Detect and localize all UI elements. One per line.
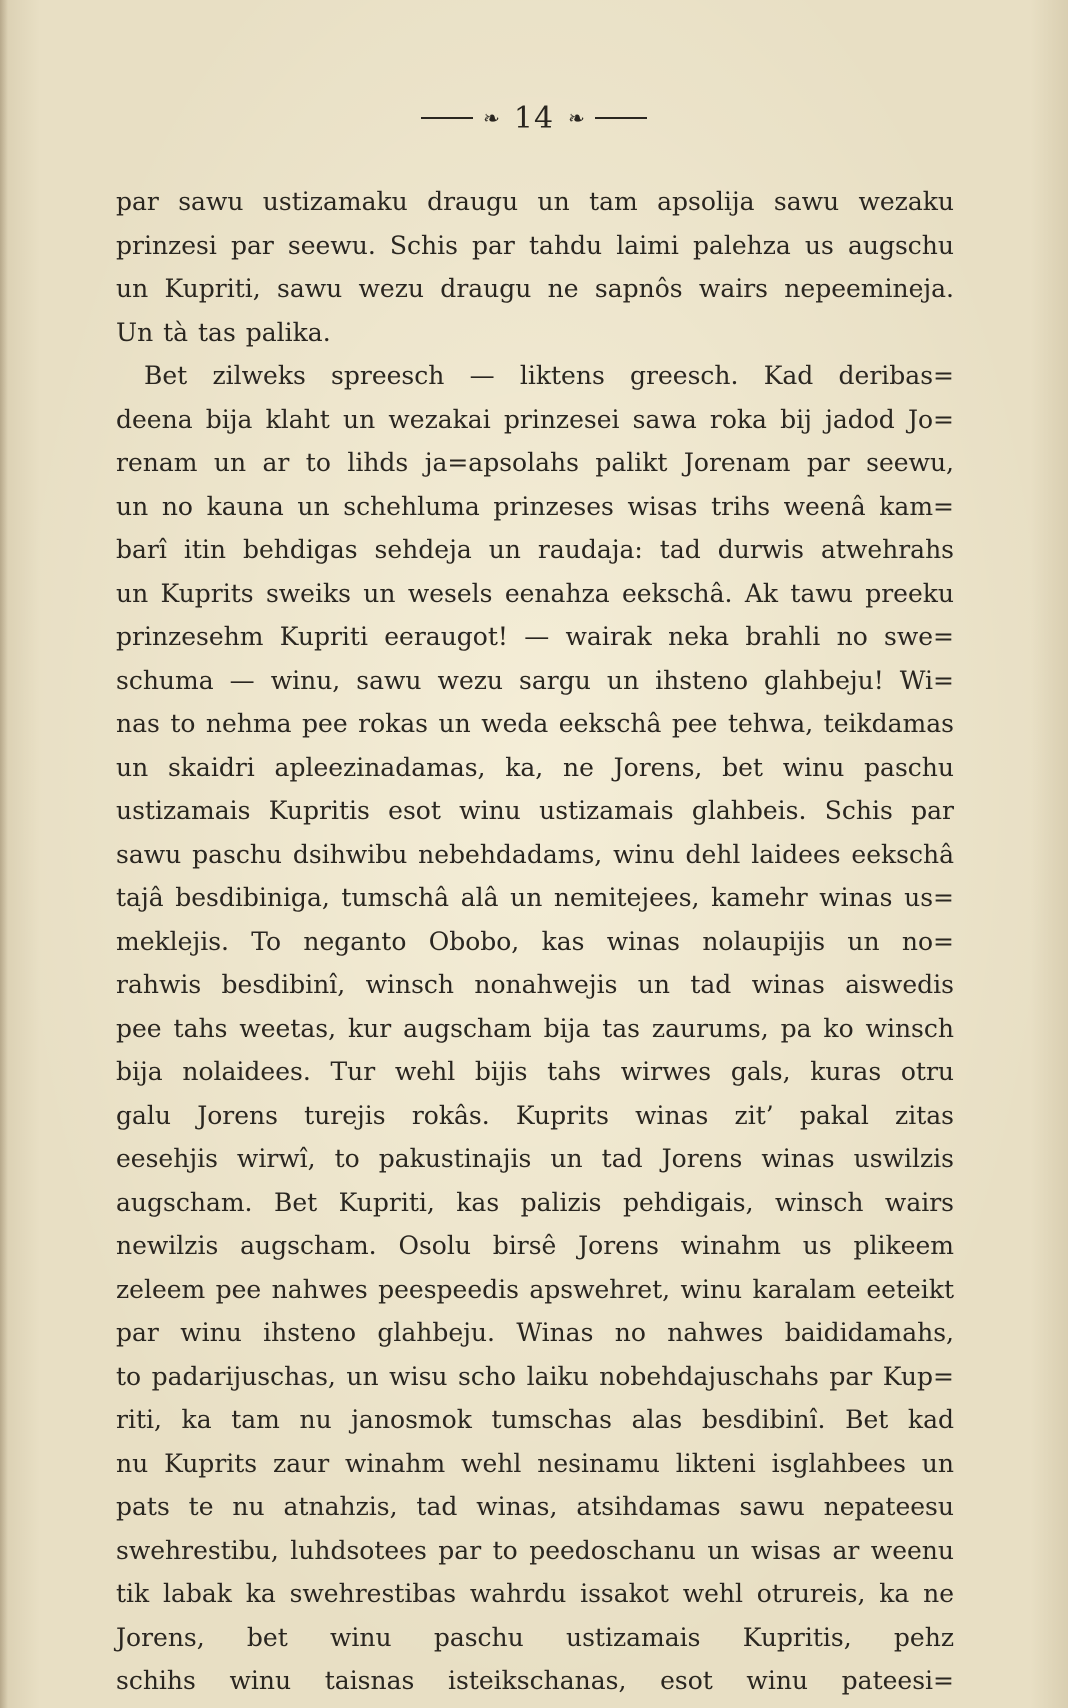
text-line: prinzesi par seewu. Schis par tahdu laimi palehza us augschu <box>116 230 954 260</box>
ornament-left-icon: ❧ <box>483 106 500 130</box>
body-text <box>116 180 954 1703</box>
text-line: to padarijuschas, un wisu scho laiku nobehdajuschahs par Kup= <box>116 1361 954 1391</box>
text-line: schuma — winu, sawu wezu sargu un ihsteno glahbeju! Wi= <box>116 665 954 695</box>
text-line: tajâ besdibiniga, tumschâ alâ un nemitejees, kamehr winas us= <box>116 883 954 912</box>
text-line: schihs winu taisnas isteikschanas, esot winu pateesi= <box>116 1666 954 1695</box>
text-line: galu Jorens turejis rokâs. Kuprits winas zit’ pakal zitas <box>116 1100 954 1130</box>
ornament-right-icon: ❧ <box>568 106 585 130</box>
page-edge-shadow <box>0 0 8 1708</box>
text-line: par sawu ustizamaku draugu un tam apsolija sawu wezaku <box>116 187 954 216</box>
header-rule-left <box>421 117 473 119</box>
text-line: un Kupriti, sawu wezu draugu ne sapnôs wairs nepeemineja. <box>116 274 954 303</box>
text-line: meklejis. To neganto Obobo, kas winas nolaupijis un no= <box>116 926 954 956</box>
text-line: augscham. Bet Kupriti, kas palizis pehdigais, winsch wairs <box>116 1187 954 1217</box>
text-line: prinzesehm Kupriti eeraugot! — wairak neka brahli no swe= <box>116 622 954 651</box>
text-line: nas to nehma pee rokas un weda eekschâ pee tehwa, teikdamas <box>116 709 954 738</box>
text-line: Bet zilweks spreesch — liktens greesch. Kad deribas= <box>144 361 954 390</box>
text-line: ustizamais Kupritis esot winu ustizamais glahbeis. Schis par <box>116 796 954 825</box>
text-line: pats te nu atnahzis, tad winas, atsihdamas sawu nepateesu <box>116 1492 954 1521</box>
page-number: 14 <box>513 100 555 136</box>
text-line: newilzis augscham. Osolu birsê Jorens winahm us plikeem <box>116 1231 954 1260</box>
text-line: par winu ihsteno glahbeju. Winas no nahwes baididamahs, <box>116 1318 954 1347</box>
text-line: riti, ka tam nu janosmok tumschas alas besdibinî. Bet kad <box>116 1405 954 1434</box>
text-line: un Kuprits sweiks un wesels eenahza eekschâ. Ak tawu preeku <box>116 578 954 608</box>
text-line: Un tà tas palika. <box>116 317 331 347</box>
page-header <box>0 98 1068 138</box>
text-line: Jorens, bet winu paschu ustizamais Kupritis, pehz <box>116 1622 954 1652</box>
text-line: nu Kuprits zaur winahm wehl nesinamu likteni isglahbees un <box>116 1448 954 1478</box>
text-line: barî itin behdigas sehdeja un raudaja: tad durwis atwehrahs <box>116 535 954 564</box>
text-line: zeleem pee nahwes peespeedis apswehret, winu karalam eeteikt <box>116 1274 954 1304</box>
text-line: swehrestibu, luhdsotees par to peedoschanu un wisas ar weenu <box>116 1535 954 1565</box>
text-line: tik labak ka swehrestibas wahrdu issakot wehl otrureis, ka ne <box>116 1579 954 1608</box>
text-line: bija nolaidees. Tur wehl bijis tahs wirwes gals, kuras otru <box>116 1057 954 1086</box>
text-line: sawu paschu dsihwibu nebehdadams, winu dehl laidees eekschâ <box>116 839 954 869</box>
text-line: eesehjis wirwî, to pakustinajis un tad Jorens winas uswilzis <box>116 1144 954 1173</box>
text-line: deena bija klaht un wezakai prinzesei sawa roka bij jadod Jo= <box>116 404 954 434</box>
text-line: un no kauna un schehluma prinzeses wisas trihs weenâ kam= <box>116 491 954 521</box>
text-line: rahwis besdibinî, winsch nonahwejis un tad winas aiswedis <box>116 970 954 999</box>
text-line: un skaidri apleezinadamas, ka, ne Jorens, bet winu paschu <box>116 752 954 782</box>
text-line: pee tahs weetas, kur augscham bija tas zaurums, pa ko winsch <box>116 1013 954 1043</box>
text-line: renam un ar to lihds ja=apsolahs palikt Jorenam par seewu, <box>116 448 954 477</box>
header-rule-right <box>595 117 647 119</box>
